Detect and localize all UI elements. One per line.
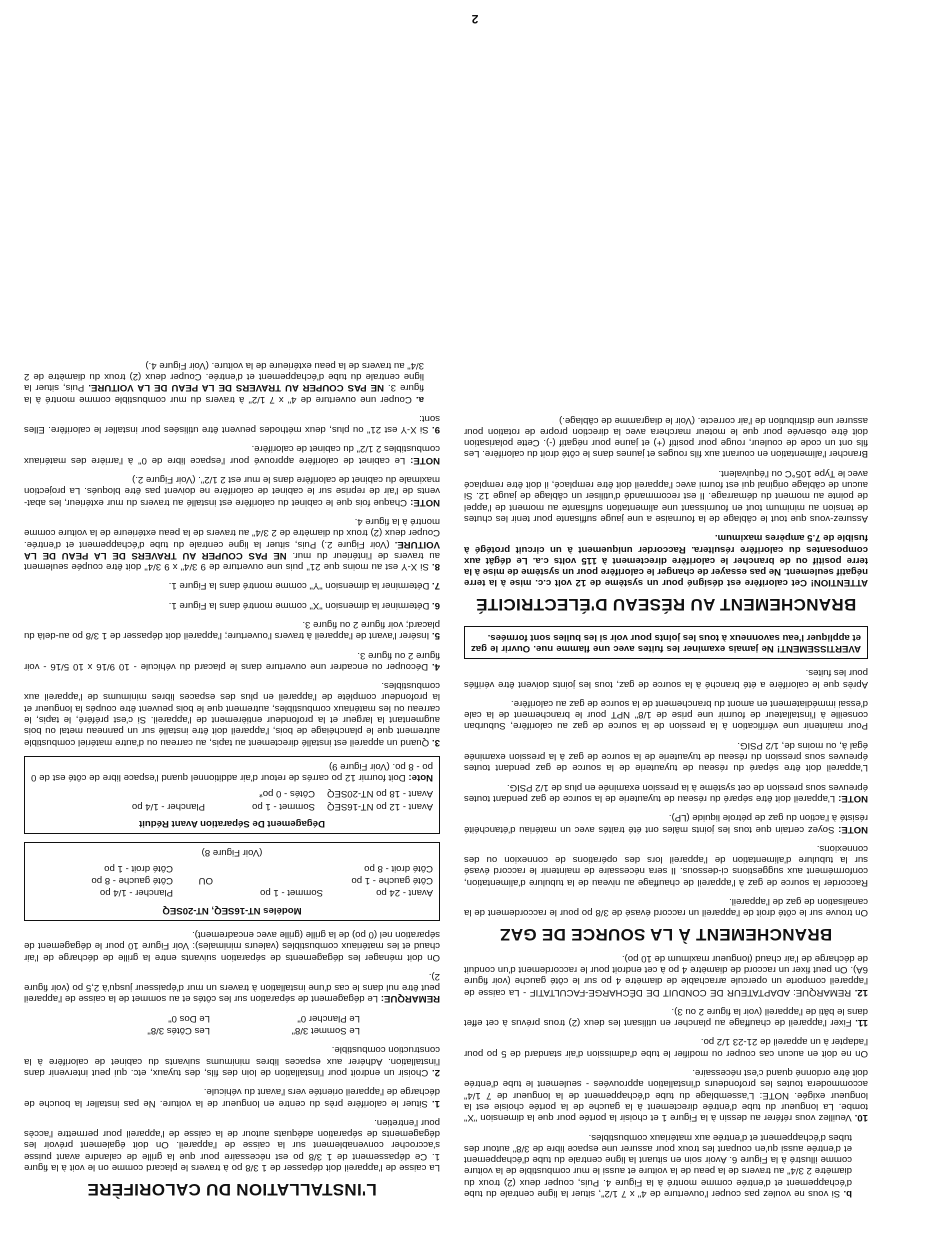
step-8-warning: NE PAS COUPER AU TRAVERS DE LA PEAU DE LA VOITURE. [24, 538, 440, 561]
step-8-text-c: (Voir Figure 2.) Puis, situer la ligne centrale du tube d'échappement et d'entrée. Couper deux (2) troux du diamètre de 2 3/4" au travers de la peau extérieure de la voiture comme montré à la figure 4. [24, 515, 440, 550]
step-8: 8. Si X-Y est au moins que 21" puis une ouverture de 9 3/4" x 9 3/4" doit être coupée seulement au travers de l'intérieur du mur. NE PAS COUPER AU TRAVERS DE LA PEAU DE LA VOITURE. (Voir Figure 2.) Puis, situer la ligne centrale du tube d'échappement et d'entrée. Couper deux (2) troux du diamètre de 2 3/4" au travers de la peau extérieure de la voiture comme montré à la figure 4. [24, 515, 440, 573]
box-models-title: Modèles NT-16SEQ, NT-20SEQ [162, 904, 302, 916]
step-6: 6. Déterminer la dimension "X" comme montré dans la Figure 1. [168, 599, 440, 611]
connections-column [464, 406, 868, 1199]
clearance-floor: Le Plancher 0" [297, 1012, 360, 1024]
box-reduced-front-16: Avant - 12 po NT-16SEQ [327, 800, 433, 812]
installation-column [24, 351, 440, 1199]
step-10: 10. Veuillez vous référer au dessin à la Figure 1 et choisir la portée pour que la dimension "X" tombe. La longueur du tube d'entrée directement à la gauche de la portée choisie est la longueur exigée. NOTE: L'assemblage du tube d'échappement de la longueur de 7 1/4" accommodera toutes les profondeurs d'installation approuvées - seulement le tube d'entrée doit être ordonné quand c'est nécessaire. [464, 1067, 868, 1124]
step-9a-warning: NE PAS COUPER AU TRAVERS DE LA PEAU DE LA VOITURE. [88, 382, 384, 394]
gas-paragraph-5: Après que le calorifère a été branché à la source de gaz, tous les joints doivent être vérifiés pour les fuites. [464, 667, 868, 690]
gas-note-2-text: L'appareil doit être séparé du réseau de tuyauterie de la source de gaz pendant toutes épreuves sous pression de cet système à la pression examinée en plus de 1/2 PSIG. [464, 781, 868, 804]
step-9a: a. Couper une ouverture de 4" x 7 1/2" à travers du mur combustible comme montré à la figure 3. NE PAS COUPER AU TRAVERS DE LA PEAU DE LA VOITURE. Puis, situer la ligne centrale du tube d'échappement et d'entrée. Couper deux (2) troux du diamètre de 2 3/4" au travers de la peau extérieure de la voiture. (Voir Figure 4.) [24, 359, 424, 405]
installation-intro: La caisse de l'appareil doit dépasser de 1 3/8 po à travers le placard comme on le voit à la figure 1. Ce dépassement de 1 3/8 po est nécessaire pour que la grille de calandre avant puisse s'accrocher convenablement sur la caisse de l'appareil. On doit également prévoir les dégagements de séparation adéquats autour de la caisse de l'appareil pour permettre l'accès pour l'entretien. [24, 1116, 440, 1173]
box-models-grid [31, 862, 433, 898]
step-9: 9. Si X-Y est 21" ou plus, deux méthodes peuvent être utilisées pour installer le calorifère. Elles sont: [24, 412, 440, 436]
box-models-right-b: Côté droit - 1 po [104, 862, 173, 874]
box-models-left-a: Côté gauche - 1 po [351, 875, 433, 887]
electrical-paragraph-2: Brancher l'alimentation en courant aux fils rouges et jaunes dans le côté droit du calorifère. Les fils ont un code de couleur, rouge pour positif (+) et jaune pour négatif (-). Cette polarisation doit être observée pour que le moteur marchera avec la direction propre de rotation pour assurer une distribution de l'air correcte. (Voir le diagramme de câblage.) [464, 414, 868, 460]
step-9b: b. Si vous ne voulez pas couper l'ouverture de 4" x 7 1/2", situer la ligne centrale du tube d'échappement et d'entrée comme montré à la Figure 4. Puis, couper deux (2) troux du diamètre 2 3/4" au travers de la peau de la voiture et aussi le mur combustible de la voiture comme illustré à la Figure 6. Avoir soin en situant la ligne centrale du tube d'échappement et d'entrée aussi qu'en coupant les troux pour assurer une espace libre de 3/8" autour des tubes d'échappement et d'entrée aux matériaux combustibles. [464, 1131, 852, 1199]
warning-label: AVERTISSEMENT! [776, 643, 861, 655]
note-1-label: NOTE: [410, 496, 440, 508]
box-models-figure-ref: (Voir Figure 8) [201, 847, 263, 859]
gas-paragraph-3: L'appareil doit être séparé du réseau de tuyauterie de la source de gaz pendant toutes épreuves sous pression du réseau de tuyauterie de la source de gaz à la pression examinée égal à, ou moins de, 1/2 PSIG. [464, 739, 868, 774]
step-7-text: Déterminer la dimension "Y" comme montré dans la Figure 1. [168, 580, 430, 592]
electrical-caution: ATTENTION! Cet calorifère est désigné pour un système de 12 volt c.c. mise à la terre négatif seulement. Ne pas essayer de changer le calorifère pour un système de mise à la terre positif ou de brancher le calorifère directement à 115 volts c.a. Le dégât aux composantes du calorifère résultera. Raccorder uniquement à un circuit protégé à fusible de 7.5 ampères maximum. [464, 532, 868, 589]
note-2-text: Le cabinet de calorifère approuvé pour l'espace libre de 0" à l'arrière des matériaux combustibles 2 1/2" du cabinet de calorifère. [24, 443, 440, 466]
gas-paragraph-4: Pour maintenir une vérification à la pression de la source de gaz au calorifère, Suburban conseille à l'installateur de fournir une prise de 1/8" NPT pour le branchement de la cale d'essai immédiatement en amont du branchement de la source de gaz au calorifère. [464, 697, 868, 732]
step-11-text: Fixer l'appareil de chauffage au plancher en utilisant les deux (2) trous prévus à cet effet dans le bâti de l'appareil (voir la figure 2 ou 3). [464, 1005, 868, 1029]
note-1 [24, 474, 440, 508]
step-4-text: Découper ou encadrer une ouverture dans le placard du véhicule - 10 9/16 x 10 5/16 - voir figure 2 ou figure 3. [23, 649, 440, 672]
box-reduced-title: Dégagement De Séparation Avant Réduit [139, 818, 325, 830]
box-reduced-note-label: Note: [408, 772, 433, 784]
step-2: 2. Choisir un endroit pour l'installation de loin des fils, des tuyaux, etc. qui peut intervenir dans l'installation. Adhérer aux espaces libres minimums suivants du cabinet de calorifère à la construction combustible. [24, 1044, 440, 1078]
step-8-text-a: Si X-Y est au moins que 21" puis une ouverture de 9 3/4" x 9 3/4" doit être coupée seulement au travers de l'intérieur du mur. [24, 549, 440, 573]
note-1-text: Chaque fois que le cabinet du calorifère est installé au travers du mur extérieur, les abat-vents de l'air de reprise sur le cabinet de calorifère ne doivent pas être bloqués. La projection maximale du cabinet de calorifère dans le mur est 2 1/2". (Voir Figure 2.) [24, 474, 440, 508]
warning-box [464, 626, 868, 659]
box-models-or: OU [198, 875, 213, 887]
gas-note-1 [464, 812, 868, 835]
installation-title: L'INSTALLATION DU CALORIFÈRE [87, 1180, 377, 1199]
step-9a-text-c: Puis, situer la ligne centrale du tube d'échappement et d'entrée. Couper deux (2) troux du diamètre de 2 3/4" au travers de la peau extérieure de la voiture. (Voir Figure 4.) [24, 359, 424, 394]
gas-note-2 [464, 781, 868, 804]
step-10-text: Veuillez vous référer au dessin à la Figure 1 et choisir la portée pour que la dimension "X" tombe. La longueur du tube d'entrée directement à la gauche de la portée choisie est la longueur exigée. NOTE: L'assemblage du tube d'échappement de la longueur de 7 1/4" accommodera toutes les profondeurs d'installation approuvées - seulement le tube d'entrée doit être ordonné quand c'est nécessaire. [464, 1067, 868, 1124]
electrical-paragraph-1: Assurez-vous que tout le câblage de la fournaise a une jauge suffisante pour tenir les chutes de tension au minimum tout en fournissant une alimentation suffisante au moment de l'appel de pointe au moment du démarrage. Il est recommandé d'utiliser un câblage de jauge 12. Si aucun de câblage original qui est fourni avec l'appareil doit être remplacé, il doit être remplacé avec le Type 105°C ou l'équivalent. [464, 467, 868, 524]
box-models-front: Avant - 24 po [376, 887, 433, 899]
gas-paragraph-1: On trouve sur le côté droit de l'appareil un raccord évasé de 3/8 po pour le raccordement de la canalisation de gaz de l'appareil. [464, 896, 868, 919]
clearance-back: Le Dos 0" [168, 1012, 210, 1024]
box-models-floor: Plancher - 1/4 po [99, 887, 173, 899]
step-9a-text-a: Couper une ouverture de 4" x 7 1/2" à travers du mur combustible comme montré à la figure 3. [24, 382, 424, 405]
box-models-right-a: Côté droit - 8 po [364, 862, 433, 874]
step-4: 4. Découper ou encadrer une ouverture dans le placard du véhicule - 10 9/16 x 10 5/16 - voir figure 2 ou figure 3. [23, 649, 440, 672]
clearance-paragraph: On doit ménager les dégagements de séparation suivants entre la grille de décharge de l'air chaud et les matériaux combustibles (valeurs minimales): Voir Figure 10 pour le dégagement de séparation nel (0 po) de la grille (grille avec encadrement). [24, 928, 440, 963]
gas-note-1-label: NOTE: [838, 823, 868, 835]
step-5: 5. Insérer l'avant de l'appareil à travers l'ouverture; l'appareil doit dépasser de 1 3/8 po au-delà du placard; voir figure 2 ou figure 3. [24, 619, 440, 642]
box-reduced-front-20: Avant - 18 po NT-20SEQ [327, 787, 433, 799]
step-9b-text: Si vous ne voulez pas couper l'ouverture de 4" x 7 1/2", situer la ligne centrale du tube d'échappement et d'entrée comme montré à la Figure 4. Puis, couper deux (2) troux du diamètre 2 3/4" au travers de la peau de la voiture et aussi le mur combustible de la voiture comme illustré à la Figure 6. Avoir soin en situant la ligne centrale du tube d'échappement et d'entrée aussi qu'en coupant les troux pour assurer une espace libre de 3/8" autour des tubes d'échappement et d'entrée aux matériaux combustibles. [464, 1131, 852, 1199]
gas-title: BRANCHEMENT À LA SOURCE DE GAZ [499, 925, 833, 945]
clearance-box-models [24, 842, 440, 920]
electrical-title: BRANCHEMENT AU RÉSEAU D'ÉLECTRICITÉ [475, 595, 857, 615]
gas-note-2-label: NOTE: [838, 792, 868, 804]
box-reduced-note-text: Doit fournir 12 po carrés de retour d'air additionnel quand l'espace libre de côté est de 0 po - 8 po. (Voir Figure 9) [31, 760, 433, 784]
clearance-list [24, 1012, 360, 1036]
step-7: 7. Déterminer la dimension "Y" comme montré dans la Figure 1. [168, 580, 440, 592]
step-9-text: Si X-Y est 21" ou plus, deux méthodes peuvent être utilisées pour installer le calorifère. Elles sont: [24, 412, 440, 436]
box-reduced-top: Sommet - 1 po [252, 800, 315, 812]
step-10-note: On ne doit en aucun cas couper ou modifier le tube d'admission d'air standard de 5 po pour l'adapter à un appareil de 21-23 1/2 po. [464, 1036, 868, 1059]
box-reduced-sides: Côtés - 0 po* [259, 787, 315, 799]
step-12: 12. REMARQUE: ADAPTATEUR DE CONDUIT DE DÉCHARGE-FACULTATIF - La caisse de l'appareil comporte un opercule arrachable de diamètre 4 po sur le côté gauche (voir figure 6A). On peut fixer un raccord de diamètre 4 po à cet endroit pour le raccordement d'un conduit de décharge de l'air chaud (longueur maximum de 10 po). [463, 952, 868, 998]
gas-paragraph-2: Raccorder la source de gaz à l'appareil de chauffage au niveau de la tubulure d'alimentation, conformément aux suggestions ci-dessous. Il sera nécessaire de maintenir le raccord évasé sur la tubulure d'alimentation de l'appareil lors des opérations de connexion ou des connexions. [464, 842, 868, 888]
clearance-top: Le Sommet 3/8" [291, 1025, 360, 1037]
step-3-text: Quand un appareil est installé directement au tapis, au carreau ou d'autre matériel combustible autrement que le planchéiage de bois, l'appareil doit être installé sur un panneau metal ou bois augmentant la largeur et la profondeur entièrement de l'appareil. Si c'est préféré, le tapis, le carreau ou les matériaux combustibles, autrement que le bois peuvent être coupés la longueur et la profondeur complète de l'appareil en plus des espaces libres minimums de l'appareil aux combustibles. [24, 680, 440, 748]
step-12-label: REMARQUE: ADAPTATEUR DE CONDUIT DE DÉCHARGE-FACULTATIF [529, 986, 852, 998]
step-5-text: Insérer l'avant de l'appareil à travers l'ouverture; l'appareil doit dépasser de 1 3/8 po au-delà du placard; voir figure 2 ou figure 3. [24, 619, 440, 642]
remarque-text: Le dégagement de séparation sur les côtés et au sommet de la caisse de l'appareil peut être nul dans le cas d'une installation à travers un mur d'épaisseur jusqu'à 2,5 po (voir figure 2). [24, 970, 440, 1005]
gas-note-1-text: Soyez certain que tous les joints mâles ont été traités avec un matériau d'étanchéité résisté à l'action du gaz de pétrole liquide (LP). [464, 812, 868, 835]
warning-text: Ne jamais examiner les fuites avec une flamme nue. Ouvrir le gaz et appliquer l'eau savonneux à tous les joints pour voir si les bulles sont formées. [471, 631, 861, 655]
remarque-label: REMARQUE: [380, 993, 440, 1005]
box-models-top: Sommet - 1 po [260, 887, 323, 899]
box-reduced-floor: Plancher - 1/4 po [131, 800, 205, 812]
step-12-text: - La caisse de l'appareil comporte un opercule arrachable de diamètre 4 po sur le côté gauche (voir figure 6A). On peut fixer un raccord de diamètre 4 po à cet endroit pour le raccordement d'un conduit de décharge de l'air chaud (longueur maximum de 10 po). [463, 952, 868, 998]
step-1-text: Situer le calorifère près du centre en longueur de la voiture. Ne pas installer la bouche de décharge de l'appareil orientée vers l'avant du véhicule. [24, 1086, 440, 1109]
step-2-text: Choisir un endroit pour l'installation de loin des fils, des tuyaux, etc. qui peut intervenir dans l'installation. Adhérer aux espaces libres minimums suivants du cabinet de calorifère à la construction combustible. [24, 1044, 440, 1078]
page-number: 2 [471, 12, 479, 26]
step-3: 3. Quand un appareil est installé directement au tapis, au carreau ou d'autre matériel combustible autrement que le planchéiage de bois, l'appareil doit être installé sur un panneau metal ou bois augmentant la largeur et la profondeur entièrement de l'appareil. Si c'est préféré, le tapis, le carreau ou les matériaux combustibles, autrement que le bois peuvent être coupés la longueur et la profondeur complète de l'appareil en plus des espaces libres minimums de l'appareil aux combustibles. [24, 680, 440, 748]
note-2 [24, 443, 440, 466]
box-reduced-grid [31, 787, 433, 812]
remarque [24, 971, 440, 1005]
step-11: 11. Fixer l'appareil de chauffage au plancher en utilisant les deux (2) trous prévus à cet effet dans le bâti de l'appareil (voir la figure 2 ou 3). [464, 1005, 868, 1029]
clearance-sides: Les Côtés 3/8" [147, 1025, 210, 1037]
step-1: 1. Situer le calorifère près du centre en longueur de la voiture. Ne pas installer la bouche de décharge de l'appareil orientée vers l'avant du véhicule. [24, 1086, 440, 1109]
step-6-text: Déterminer la dimension "X" comme montré dans la Figure 1. [168, 599, 430, 611]
box-models-left-b: Côté gauche - 8 po [91, 875, 173, 887]
note-2-label: NOTE: [410, 454, 440, 466]
box-reduced-note [31, 761, 433, 784]
clearance-box-reduced [24, 756, 440, 834]
